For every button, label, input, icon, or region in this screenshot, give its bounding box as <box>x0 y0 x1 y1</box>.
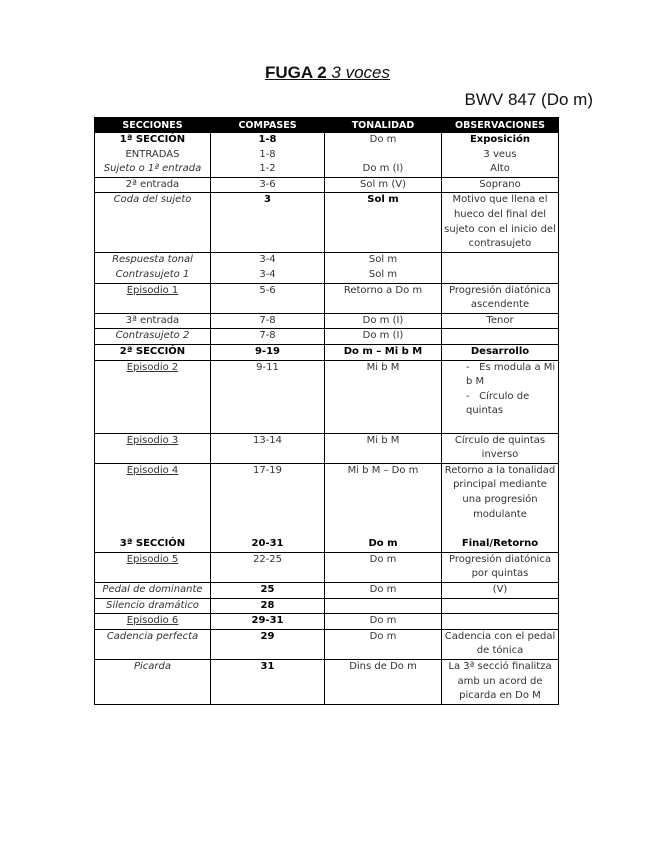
cell-key: Sol m <box>325 193 442 253</box>
cell-key: Do m <box>325 133 442 148</box>
cell-bars: 3-6 <box>211 177 325 193</box>
cell-bars: 29 <box>211 629 325 659</box>
table-row <box>95 329 559 345</box>
cell-bars: 9-11 <box>211 360 325 433</box>
table-header-row <box>95 118 559 133</box>
header-observaciones: OBSERVACIONES <box>442 118 559 133</box>
cell-notes: Final/Retorno <box>442 537 559 552</box>
cell-section: Contrasujeto 1 <box>95 268 211 283</box>
cell-notes: Progresión diatónica por quintas <box>442 552 559 582</box>
cell-bars: 7-8 <box>211 313 325 329</box>
table-row <box>95 344 559 360</box>
header-tonalidad: TONALIDAD <box>325 118 442 133</box>
cell-section: Episodio 3 <box>95 433 211 463</box>
cell-bars: 28 <box>211 598 325 614</box>
cell-section: 1ª SECCIÓN <box>95 133 211 148</box>
note-bullet: - Es modula a Mi b M <box>466 361 556 388</box>
table-row <box>95 133 559 148</box>
note-text: Es modula a Mi b M <box>466 361 556 388</box>
cell-bars: 13-14 <box>211 433 325 463</box>
title-main: FUGA 2 <box>264 63 327 82</box>
cell-notes <box>442 253 559 268</box>
cell-section: Silencio dramático <box>95 598 211 614</box>
cell-bars: 31 <box>211 659 325 704</box>
cell-bars: 9-19 <box>211 344 325 360</box>
table-row <box>95 659 559 704</box>
cell-notes <box>442 360 559 433</box>
header-compases: COMPASES <box>211 118 325 133</box>
document-title <box>0 63 655 83</box>
cell-notes <box>442 598 559 614</box>
cell-section: Episodio 4 <box>95 463 211 537</box>
cell-bars: 7-8 <box>211 329 325 345</box>
cell-notes <box>442 614 559 630</box>
table-row <box>95 629 559 659</box>
table-row <box>95 148 559 163</box>
table-row <box>95 253 559 268</box>
cell-notes: Tenor <box>442 313 559 329</box>
cell-bars: 1-8 <box>211 133 325 148</box>
cell-notes: Círculo de quintas inverso <box>442 433 559 463</box>
cell-key: Do m (I) <box>325 162 442 177</box>
table-row <box>95 177 559 193</box>
cell-bars: 22-25 <box>211 552 325 582</box>
cell-key: Do m <box>325 629 442 659</box>
cell-notes: Desarrollo <box>442 344 559 360</box>
cell-section: Episodio 1 <box>95 283 211 313</box>
table-row <box>95 552 559 582</box>
cell-bars: 1-8 <box>211 148 325 163</box>
cell-section: Coda del sujeto <box>95 193 211 253</box>
cell-section: Pedal de dominante <box>95 583 211 599</box>
cell-key: Retorno a Do m <box>325 283 442 313</box>
cell-section: 2ª entrada <box>95 177 211 193</box>
table-row <box>95 268 559 283</box>
cell-notes: Alto <box>442 162 559 177</box>
cell-notes <box>442 329 559 345</box>
header-secciones: SECCIONES <box>95 118 211 133</box>
table-row <box>95 463 559 537</box>
table-row <box>95 313 559 329</box>
cell-bars: 1-2 <box>211 162 325 177</box>
cell-key: Mi b M <box>325 433 442 463</box>
table-row <box>95 193 559 253</box>
cell-key: Mi b M – Do m <box>325 463 442 537</box>
cell-section: Episodio 6 <box>95 614 211 630</box>
cell-bars: 17-19 <box>211 463 325 537</box>
cell-key: Do m <box>325 614 442 630</box>
cell-key: Do m – Mi b M <box>325 344 442 360</box>
cell-key <box>325 598 442 614</box>
cell-key: Do m <box>325 537 442 552</box>
note-text: Círculo de quintas <box>466 390 530 417</box>
cell-notes: (V) <box>442 583 559 599</box>
cell-notes <box>442 268 559 283</box>
fugue-analysis-table <box>94 117 559 705</box>
cell-bars: 29-31 <box>211 614 325 630</box>
cell-bars: 3-4 <box>211 253 325 268</box>
cell-section: 3ª entrada <box>95 313 211 329</box>
table-row <box>95 583 559 599</box>
cell-notes: Exposición <box>442 133 559 148</box>
cell-section: Cadencia perfecta <box>95 629 211 659</box>
cell-bars: 20-31 <box>211 537 325 552</box>
cell-section: Sujeto o 1ª entrada <box>95 162 211 177</box>
table-row <box>95 433 559 463</box>
cell-section: Picarda <box>95 659 211 704</box>
cell-notes: Retorno a la tonalidad principal mediante una progresión modulante <box>442 463 559 537</box>
cell-bars: 5-6 <box>211 283 325 313</box>
cell-section: ENTRADAS <box>95 148 211 163</box>
cell-key: Sol m <box>325 253 442 268</box>
table-row <box>95 360 559 433</box>
cell-section: Episodio 2 <box>95 360 211 433</box>
cell-key: Mi b M <box>325 360 442 433</box>
work-catalog: BWV 847 (Do m) <box>464 90 593 109</box>
cell-notes: Motivo que llena el hueco del final del sujeto con el inicio del contrasujeto <box>442 193 559 253</box>
cell-key: Do m <box>325 583 442 599</box>
cell-bars: 3 <box>211 193 325 253</box>
cell-key: Sol m <box>325 268 442 283</box>
note-bullet: - Círculo de quintas <box>466 390 530 417</box>
cell-section: 3ª SECCIÓN <box>95 537 211 552</box>
cell-section: Respuesta tonal <box>95 253 211 268</box>
cell-notes: Cadencia con el pedal de tónica <box>442 629 559 659</box>
cell-key: Dins de Do m <box>325 659 442 704</box>
cell-key: Do m (I) <box>325 313 442 329</box>
table-row <box>95 537 559 552</box>
table-row <box>95 598 559 614</box>
cell-key: Sol m (V) <box>325 177 442 193</box>
table-row <box>95 614 559 630</box>
cell-key <box>325 148 442 163</box>
cell-notes: 3 veus <box>442 148 559 163</box>
table-row <box>95 162 559 177</box>
cell-section: Episodio 5 <box>95 552 211 582</box>
title-sub: 3 voces <box>331 63 391 82</box>
cell-notes: La 3ª secció finalitza amb un acord de picarda en Do M <box>442 659 559 704</box>
table-row <box>95 283 559 313</box>
cell-section: Contrasujeto 2 <box>95 329 211 345</box>
cell-key: Do m (I) <box>325 329 442 345</box>
cell-notes: Progresión diatónica ascendente <box>442 283 559 313</box>
cell-notes: Soprano <box>442 177 559 193</box>
cell-section: 2ª SECCIÓN <box>95 344 211 360</box>
cell-bars: 3-4 <box>211 268 325 283</box>
cell-key: Do m <box>325 552 442 582</box>
cell-bars: 25 <box>211 583 325 599</box>
